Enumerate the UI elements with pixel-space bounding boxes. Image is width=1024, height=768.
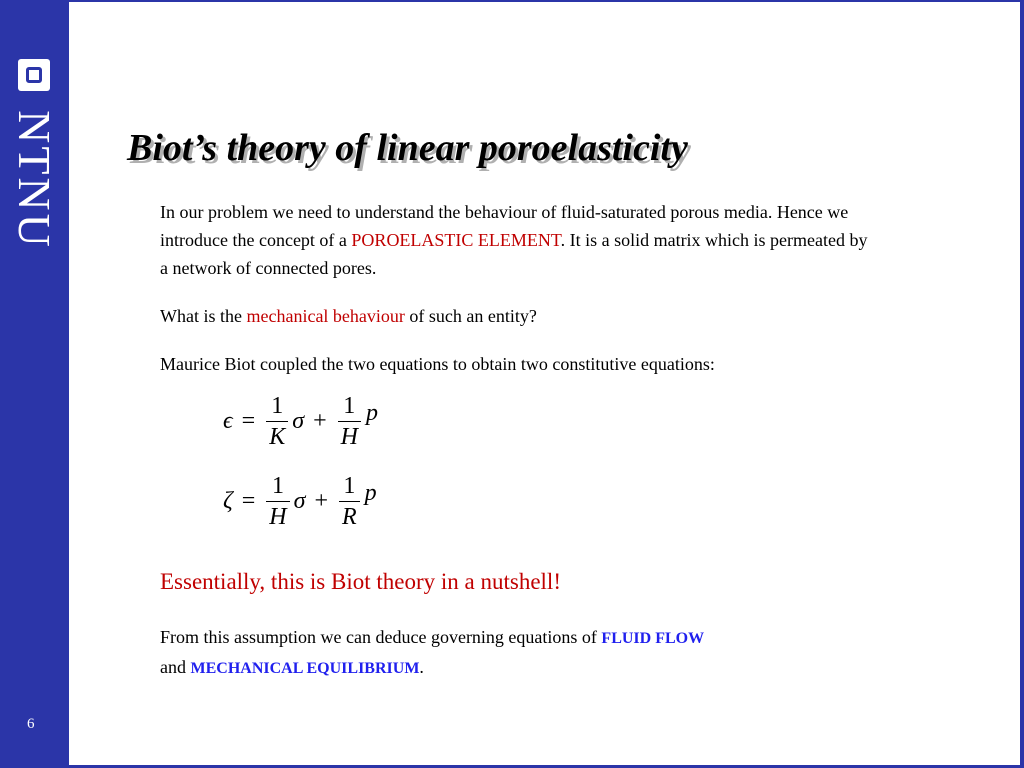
- eq1-fraction-1: [266, 394, 288, 449]
- eq2-fraction-2: [339, 474, 360, 529]
- biot-paragraph: Maurice Biot coupled the two equations to obtain two constitutive equations:: [160, 354, 715, 374]
- question-text-before: What is the: [160, 306, 247, 326]
- eq2-fraction-1: [266, 474, 289, 529]
- eq2-p: p: [364, 480, 377, 506]
- equation-epsilon: [222, 394, 379, 449]
- equation-zeta: [222, 474, 378, 529]
- conclusion-paragraph: [160, 623, 875, 683]
- right-border: [1020, 0, 1024, 768]
- question-paragraph: [160, 302, 875, 330]
- mechanical-behaviour-highlight: mechanical behaviour: [246, 306, 405, 326]
- poroelastic-element-highlight: POROELASTIC ELEMENT: [351, 230, 561, 250]
- eq2-frac2-denominator: R: [339, 501, 360, 529]
- top-border: [0, 0, 1024, 2]
- eq1-plus: +: [313, 408, 327, 434]
- summary-statement: Essentially, this is Biot theory in a nutshell!: [160, 569, 561, 594]
- eq2-sigma: σ: [293, 488, 306, 514]
- question-text-after: of such an entity?: [404, 306, 537, 326]
- eq2-plus: +: [314, 488, 328, 514]
- fluid-flow-highlight: FLUID FLOW: [601, 630, 705, 647]
- eq1-sigma: σ: [292, 408, 305, 434]
- eq2-frac2-numerator: 1: [343, 473, 356, 499]
- eq2-frac1-numerator: 1: [271, 473, 284, 499]
- eq2-frac1-denominator: H: [266, 501, 289, 529]
- intro-text-before: In our problem we need to understand the behaviour of fluid-saturated porous media. Hence we introduce the concept of a: [160, 202, 849, 250]
- slide-title: Biot’s theory of linear poroelasticity: [127, 127, 688, 169]
- page-number: 6: [27, 716, 35, 732]
- eq1-equals: =: [241, 408, 256, 434]
- ntnu-logo-text: NTNU: [9, 110, 60, 250]
- ntnu-logo-icon: [18, 59, 50, 91]
- eq1-fraction-2: [338, 394, 361, 449]
- conclusion-text-before: From this assumption we can deduce governing equations of: [160, 627, 602, 647]
- eq2-lhs: ζ: [223, 488, 233, 514]
- eq1-frac1-numerator: 1: [271, 393, 284, 419]
- conclusion-text-middle: and: [160, 657, 191, 677]
- eq1-p: p: [365, 400, 378, 426]
- mechanical-equilibrium-highlight: MECHANICAL EQUILIBRIUM: [190, 660, 420, 677]
- eq1-frac2-numerator: 1: [343, 393, 356, 419]
- intro-paragraph: [160, 198, 875, 282]
- conclusion-text-after: .: [419, 657, 424, 677]
- sidebar: [0, 0, 69, 768]
- eq1-frac2-denominator: H: [338, 421, 361, 449]
- eq1-lhs: ϵ: [223, 408, 233, 434]
- intro-text-after: . It is a solid matrix which is permeated by a network of connected pores.: [160, 230, 868, 278]
- eq1-frac1-denominator: K: [266, 421, 288, 449]
- eq2-equals: =: [241, 488, 256, 514]
